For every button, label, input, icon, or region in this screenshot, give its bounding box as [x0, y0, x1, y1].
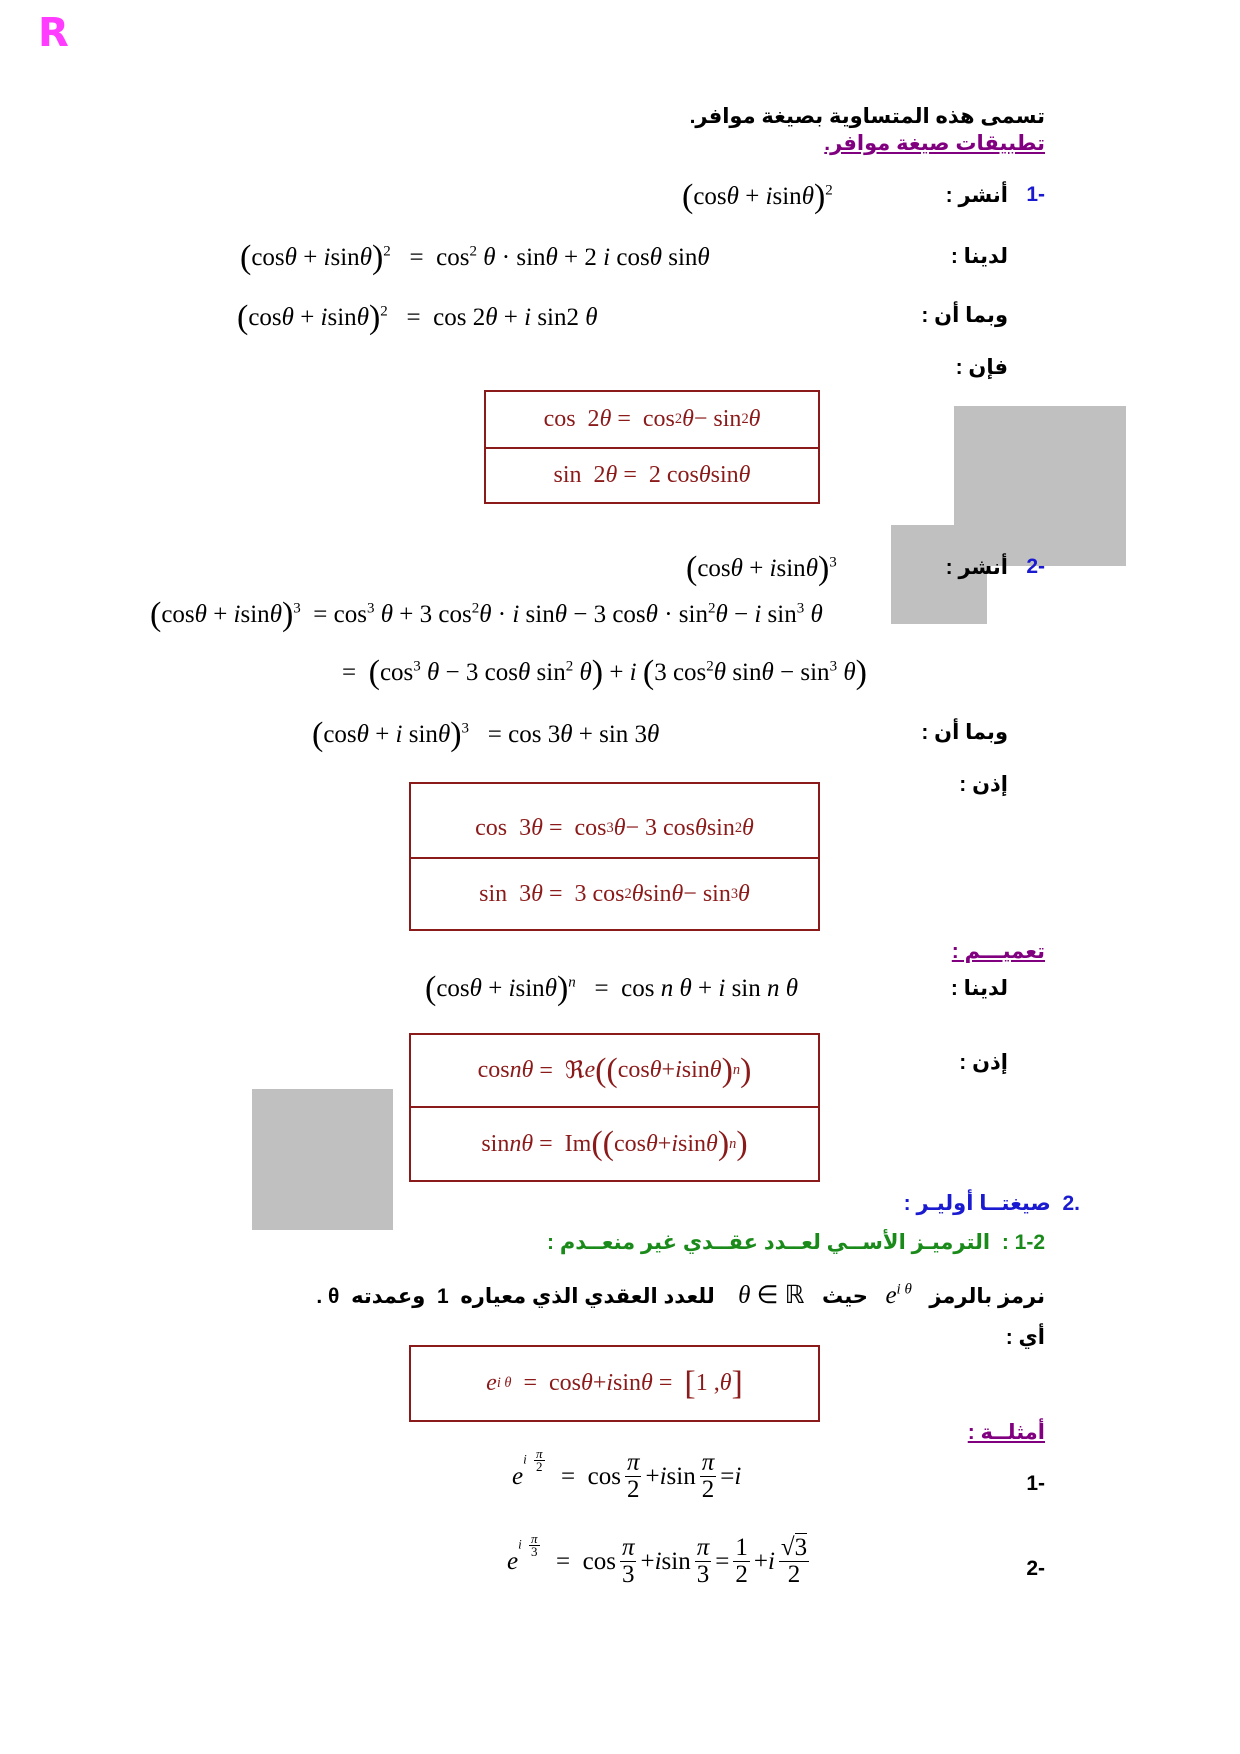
example1-demoivre: $(\cos\theta + isin\theta)^2 = \cos 2\theta + i$ sin2 θ	[237, 299, 598, 336]
example1-expression: $(\cos\theta + isin\theta)^2$	[682, 178, 833, 215]
example-a-number: -1	[1026, 1472, 1045, 1495]
example-a-formula: e i $\frac{\pi}{2}$ = cos $\frac{\pi}{2}$ + i sin $\frac{\pi}{2}$ = i	[512, 1446, 742, 1503]
example1-then-label: فإن :	[955, 356, 1008, 379]
example1-since-label: وبما أن :	[921, 304, 1008, 327]
euler-formula: e i θ = cos θ + i sin θ = [ 1 , θ ]	[486, 1364, 743, 1402]
gray-block-3	[252, 1089, 393, 1230]
examples-heading: أمثلــة :	[967, 1421, 1045, 1444]
result-box-double-angle	[484, 390, 820, 504]
result-box-euler	[409, 1345, 820, 1422]
cos-3theta-formula: cos 3 θ = cos 3 θ − 3 cos θ sin 2 θ	[475, 815, 754, 841]
example-b-formula: e i $\frac{\pi}{3}$ = cos $\frac{\pi}{3}$ + i sin $\frac{\pi}{3}$ = $\frac{1}{2}$ + i $\frac{√3}{2}$	[507, 1531, 808, 1588]
sub-heading-text: الترميـز الأســي لعــدد عقــدي غير منعــدم :	[547, 1231, 991, 1254]
euler-heading	[904, 1191, 1080, 1216]
intro-text: تسمى هذه المتساوية بصيغة موافر.	[689, 105, 1045, 128]
result-box-triple-angle	[409, 782, 820, 931]
logo-r: R	[38, 10, 69, 56]
example2-grouped: = ($\cos^3$ θ − 3 cosθ $\sin^2 \theta) + i$ (3 $\cos^2\theta$ $\sin\theta - \sin^3 \theta$)	[342, 654, 867, 691]
sin-2theta-formula: sin 2 θ = 2 cos θ sin θ	[486, 447, 818, 502]
that-is-label: أي :	[1005, 1326, 1045, 1349]
example2-expansion: $(\cos\theta + isin\theta)^3 = \cos^3 \theta + 3$ $\cos^2\theta \cdot i$ sinθ − 3 $\cos\theta \cdot \sin^2\theta - i$ $\sin^3 \theta$	[150, 596, 823, 633]
euler-heading-text: صيغتــا أوليـر :	[903, 1192, 1051, 1215]
example1-number: -1	[1026, 183, 1045, 206]
cos-ntheta-formula: cos n θ = ℜ e ( ( cos θ + i sin θ ) n )	[477, 1051, 752, 1089]
result-box-general	[409, 1033, 820, 1182]
example-b-number: -2	[1026, 1557, 1045, 1580]
example2-demoivre: (cosθ + i sinθ)$^3$ = cos 3θ + sin 3θ	[312, 716, 660, 753]
generalization-have-label: لدينا :	[950, 977, 1008, 1000]
example2-since-label: وبما أن :	[921, 721, 1008, 744]
euler-heading-number: .2	[1062, 1192, 1080, 1215]
generalization-demoivre: $(\cos\theta + isin\theta)^n = \cos n$ θ + i sin n θ	[425, 970, 799, 1007]
sin-ntheta-formula: sin n θ = Im ( ( cos θ + i sin θ ) n )	[411, 1106, 818, 1180]
example1-label: أنشر :	[945, 184, 1008, 207]
sub-heading-number: 1-2 :	[1001, 1231, 1045, 1254]
example1-have-label: لدينا :	[950, 245, 1008, 268]
example2-number: -2	[1026, 555, 1045, 578]
example2-hence-label: إذن :	[959, 773, 1008, 796]
example2-label: أنشر :	[945, 556, 1008, 579]
sin-3theta-formula: sin 3 θ = 3 cos 2 θ sin θ − sin 3 θ	[411, 857, 818, 929]
example1-expansion: $(\cos\theta + isin\theta)^2 = \cos^2 \theta \cdot \sin\theta + 2$ i cosθ sinθ	[240, 239, 710, 276]
notation-sentence: نرمز بالرمز $e^{i \theta}$ حيث θ ∈ ℝ للعدد العقدي الذي معياره 1 وعمدته θ .	[316, 1281, 1045, 1309]
generalization-heading: تعميـــم :	[951, 940, 1045, 963]
generalization-hence-label: إذن :	[959, 1051, 1008, 1074]
exponential-notation-heading	[547, 1230, 1045, 1255]
example2-expression: $(\cos\theta + isin\theta)^3$	[686, 550, 837, 587]
cos-2theta-formula: cos 2 θ = cos 2 θ − sin 2 θ	[543, 406, 761, 432]
applications-heading: تطبيقات صيغة موافر.	[824, 132, 1045, 155]
